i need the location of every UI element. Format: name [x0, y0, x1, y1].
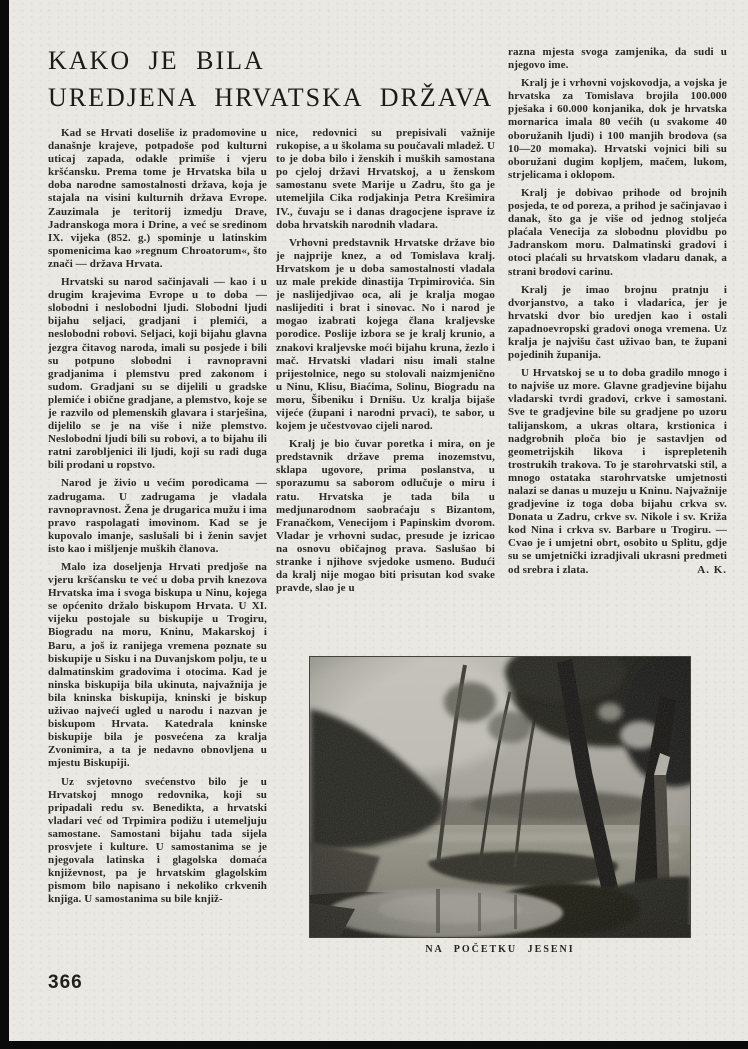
paragraph: Uz svjetovno svećenstvo bilo je u Hrvatskoj mnogo redovnika, koji su pripadali redu sv. Benedikta, a hrvatski vladari već od Trpimira podižu i utemeljuju samostane. Samostani bijahu tada sijela prosvjete i kulture. U samostanima se je njegovala latinska i glagolska domaća književnost, pa je hrvatskim glagolskim pismom bilo napisano i nekoliko crkvenih knjiga. U samostanima su bile knjiž-	[48, 775, 267, 906]
article-title	[48, 42, 493, 116]
paragraph: Kralj je dobivao prihode od brojnih posjeda, te od poreza, a prihod je sačinjavao i danak, što ga je više od jednog stoljeća plaćala Venecija za slobodnu plovidbu po Jadranskom moru. Dalmatinski gradovi i otoci plaćali su hrvatskom vladaru danak, a strani brodovi carinu.	[508, 186, 727, 278]
paragraph: razna mjesta svoga zamjenika, da sudi u njegovo ime.	[508, 46, 727, 72]
article-title-line1: KAKO JE BILA	[48, 46, 265, 75]
text-column-3	[508, 46, 727, 632]
page-number: 366	[48, 972, 83, 993]
text-column-1	[48, 127, 267, 979]
paragraph-text: U Hrvatskoj se u to doba gradilo mnogo i to najviše uz more. Glavne gradjevine bijahu vladarski tvrdi gradovi, crkve i samostani. Sve te gradjevine bile su gradjene po uzoru talijanskom, a ukras oltara, krstionica i nadgrobnih ploča bio je sastavljen od geometrijskih likova i isprepletenih trostrukih trakova. To je starohrvatski stil, a mnogo ostataka starohrvatske umjetnosti nalazi se danas u muzeju u Kninu. Najvažnije gradjevine iz toga doba bijahu crkva sv. Donata u Zadru, crkve sv. Nikole i sv. Križa kod Nina i crkva sv. Barbare u Trogiru. — Cvao je i umjetni obrt, osobito u Splitu, gdje su se umjetnički izradjivali ukrasni predmeti od srebra i zlata.	[508, 367, 727, 576]
paragraph: Kralj je bio čuvar poretka i mira, on je predstavnik države prema inozemstvu, sklapa ugovore, prima poslanstva, u sporazumu sa saborom odlučuje o miru i ratu. Hrvatska je tada bila u medjunarodnom saobraćaju s Bizantom, Franačkom, Venecijom i Papinskim dvorom. Vladar je vrhovni sudac, presude je izricao na osnovu običajnog prava. Saslušao bi stranke i njihove svjedoke usmeno. Budući da kralj nije mogao biti prisutan kod svake pravde, slao je u	[276, 438, 495, 595]
autumn-photo-svg	[310, 657, 690, 937]
article-title-line2: UREDJENA HRVATSKA DRŽAVA	[48, 83, 494, 112]
scan-edge-bottom	[0, 1041, 748, 1049]
paragraph: Hrvatski su narod sačinjavali — kao i u drugim krajevima Evrope u to doba — slobodni i neslobodni ljudi. Slobodni ljudi bijahu seljaci, gradjani i plemići, a neslobodni robovi. Seljaci, koji bijahu glavna jezgra čitavog naroda, imali su posjede i bili su potpuno slobodni i ravnopravni gradjanima i plemstvu pred zakonom i sudom. Gradjani su se dijelili u gradske plemiće i obične gradjane, a plemstvo, koje se je razvilo od plemenskih glavara i starješina, dijelilo se je na više i niže plemstvo. Neslobodni ljudi bili su robovi, a to bijahu ili ratni zarobljenici ili ljudi, koji su radi duga bili prodani u ropstvo.	[48, 276, 267, 472]
paragraph: Vrhovni predstavnik Hrvatske države bio je najprije knez, a od Tomislava kralj. Hrvatskom je u doba samostalnosti vladala uz male prekide dinastija Trpimirovića. Sin je naslijedjivao oca, ali je kralja mogao naslijediti i brat i sinovac. No i narod je mogao izabrati kojega člana kraljevske porodice. Poslije izbora se je kralj krunio, a znakovi kraljevske moći bijahu kruna, žezlo i mač. Hrvatski vladari nisu imali stalne prijestolnice, nego su stolovali naizmjenično u Ninu, Klisu, Biaćima, Solinu, Biogradu na moru, Šibeniku i Drnišu. Uz kralja bijaše vijeće (župani i narodni prvaci), te sabor, u kojem je učestvovao cijeli narod.	[276, 236, 495, 433]
paragraph: Kad se Hrvati doseliše iz pradomovine u današnje krajeve, potpadoše pod kulturni uticaj zapada, odakle primiše i vjeru kršćansku. Prema tome je Hrvatska bila u doba narodne samostalnosti država, koja je stajala na visini kulturnih država Evrope. Zauzimala je teritorij izmedju Drave, Jadranskoga mora i Drine, a već se sredinom IX. vijeka (852. g.) spominje u latinskim spomenicima kao »regnum Chroatorum«, što znači — država Hrvata.	[48, 127, 267, 270]
paragraph: Narod je živio u većim porodicama — zadrugama. U zadrugama je vladala ravnopravnost. Žena je drugarica mužu i ima pravo raspolagati imovinom. Kad se je kupovalo imanje, saslušali bi i ženin savjet isto kao i mišljenje muških članova.	[48, 477, 267, 555]
paragraph: Kralj je imao brojnu pratnju i dvorjanstvo, a tako i vladarica, jer je hrvatski dvor bio uredjen kao i ostali zapadnoevropski gradovi onoga vremena. Uz kralja je najvišu čast uživao ban, te župani pojedinih županija.	[508, 283, 727, 362]
autumn-landscape-photo	[310, 657, 690, 937]
paragraph: Kralj je i vrhovni vojskovodja, a vojska je hrvatska za Tomislava brojila 100.000 pješaka i 60.000 konjanika, dok je hrvatska mornarica imala 80 većih (u svakome 40 oboružanih ljudi) i 100 manjih brodova (sa 10—20 momaka). Hrvatski vojnici bili su oboružani dugim kopljem, mačem, lukom, strjelicama i oklopom.	[508, 77, 727, 181]
paragraph: nice, redovnici su prepisivali važnije rukopise, a u školama su poučavali mladež. U to je doba bilo i ženskih i muških samostana po cjeloj državi Hrvatskoj, a u ženskom samostanu svete Marije u Zadru, što ga je utemeljila Cika rodjakinja Petra Krešimira IV., čuvaju se i danas dragocjene isprave iz doba hrvatskih narodnih vladara.	[276, 127, 495, 231]
scan-edge-left	[0, 0, 9, 1049]
photo-caption: NA POČETKU JESENI	[425, 944, 575, 955]
text-column-2	[276, 127, 495, 644]
author-initials: A. K.	[697, 563, 727, 576]
paragraph: Malo iza doseljenja Hrvati predjoše na vjeru kršćansku te već u doba prvih knezova Hrvatska ima i svoga biskupa u Ninu, kojega se općenito držalo biskupom Hrvata. U XI. vijeku postojale su biskupije u Trogiru, Biogradu na moru, Kninu, Makarskoj i Baru, a još iz ranijega vremena poznate su biskupije u Sisku i na Duvanjskom polju, te u dalmatinskim gradovima i otocima. Kad je ninska biskupija bila ukinuta, najvažnija je bila kninska biskupija, kninski je biskup uživao najveći ugled u narodu i nazvan je biskupom Hrvata. Katedrala kninske biskupije bila je posvećena za kralja Zvonimira, a ta je nedavno obnovljena u mjestu Biskupiji.	[48, 561, 267, 770]
paragraph	[508, 367, 727, 577]
paper-surface	[9, 0, 748, 1041]
